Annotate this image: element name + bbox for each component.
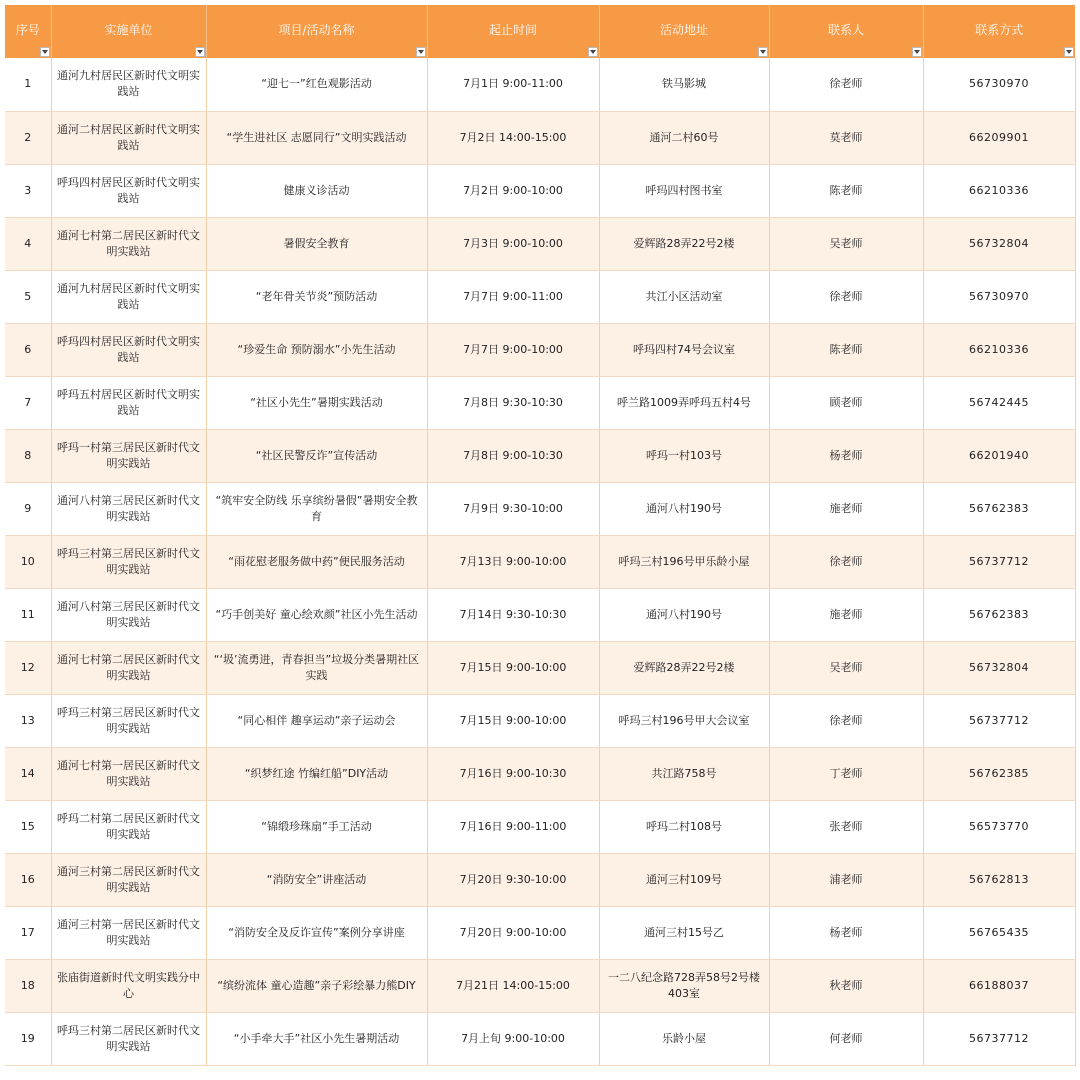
table-row <box>5 641 1075 694</box>
cell-project[interactable]: “巧手创美好 童心绘欢颜”社区小先生活动 <box>206 588 427 641</box>
cell-index[interactable]: 13 <box>5 694 51 747</box>
cell-project[interactable]: “珍爱生命 预防溺水”小先生活动 <box>206 323 427 376</box>
header-label: 联系方式 <box>975 23 1024 37</box>
cell-project[interactable]: “织梦红途 竹编红船”DIY活动 <box>206 747 427 800</box>
table-row <box>5 111 1075 164</box>
header-label: 活动地址 <box>659 23 708 37</box>
table-row <box>5 376 1075 429</box>
filter-dropdown-icon[interactable] <box>416 47 426 57</box>
cell-time[interactable]: 7月2日 9:00-10:00 <box>427 164 599 217</box>
col-header-unit <box>51 5 206 58</box>
cell-unit[interactable]: 通河九村居民区新时代文明实践站 <box>51 270 206 323</box>
cell-time[interactable]: 7月13日 9:00-10:00 <box>427 535 599 588</box>
cell-index[interactable]: 11 <box>5 588 51 641</box>
cell-project[interactable]: “消防安全”讲座活动 <box>206 853 427 906</box>
table-row <box>5 1012 1075 1065</box>
cell-unit[interactable]: 通河八村第三居民区新时代文明实践站 <box>51 588 206 641</box>
cell-time[interactable]: 7月7日 9:00-11:00 <box>427 270 599 323</box>
table-row <box>5 694 1075 747</box>
cell-contact[interactable]: 杨老师 <box>769 906 923 959</box>
cell-phone[interactable]: 66210336 <box>923 164 1075 217</box>
cell-unit[interactable]: 通河七村第一居民区新时代文明实践站 <box>51 747 206 800</box>
table-row <box>5 323 1075 376</box>
cell-phone[interactable]: 56737712 <box>923 535 1075 588</box>
cell-project[interactable]: “‘圾’流勇进，青春担当”垃圾分类暑期社区实践 <box>206 641 427 694</box>
cell-index[interactable]: 7 <box>5 376 51 429</box>
cell-index[interactable]: 14 <box>5 747 51 800</box>
cell-index[interactable]: 5 <box>5 270 51 323</box>
cell-contact[interactable]: 莫老师 <box>769 111 923 164</box>
cell-project[interactable]: “缤纷流体 童心造趣”亲子彩绘暴力熊DIY <box>206 959 427 1012</box>
filter-dropdown-icon[interactable] <box>195 47 205 57</box>
cell-project[interactable]: “社区民警反诈”宣传活动 <box>206 429 427 482</box>
cell-contact[interactable]: 徐老师 <box>769 535 923 588</box>
cell-index[interactable]: 6 <box>5 323 51 376</box>
cell-phone[interactable]: 56573770 <box>923 800 1075 853</box>
cell-project[interactable]: “社区小先生”暑期实践活动 <box>206 376 427 429</box>
table-row <box>5 906 1075 959</box>
cell-address[interactable]: 爱辉路28弄22号2楼 <box>599 217 769 270</box>
header-label: 实施单位 <box>104 23 153 37</box>
table-row <box>5 747 1075 800</box>
cell-address[interactable]: 呼玛二村108号 <box>599 800 769 853</box>
cell-unit[interactable]: 通河三村第一居民区新时代文明实践站 <box>51 906 206 959</box>
cell-index[interactable]: 16 <box>5 853 51 906</box>
cell-address[interactable]: 通河二村60号 <box>599 111 769 164</box>
cell-index[interactable]: 9 <box>5 482 51 535</box>
header-label: 序号 <box>15 23 40 37</box>
cell-unit[interactable]: 呼玛五村居民区新时代文明实践站 <box>51 376 206 429</box>
filter-dropdown-icon[interactable] <box>912 47 922 57</box>
cell-unit[interactable]: 通河二村居民区新时代文明实践站 <box>51 111 206 164</box>
table-row <box>5 959 1075 1012</box>
cell-index[interactable]: 18 <box>5 959 51 1012</box>
cell-project[interactable]: “锦缎珍珠扇”手工活动 <box>206 800 427 853</box>
table-row <box>5 217 1075 270</box>
cell-phone[interactable]: 56742445 <box>923 376 1075 429</box>
cell-address[interactable]: 呼玛四村74号会议室 <box>599 323 769 376</box>
cell-time[interactable]: 7月20日 9:30-10:00 <box>427 853 599 906</box>
cell-time[interactable]: 7月上旬 9:00-10:00 <box>427 1012 599 1065</box>
cell-contact[interactable]: 秋老师 <box>769 959 923 1012</box>
cell-address[interactable]: 呼玛四村图书室 <box>599 164 769 217</box>
col-header-project <box>206 5 427 58</box>
cell-address[interactable]: 呼玛三村196号甲乐龄小屋 <box>599 535 769 588</box>
header-label: 项目/活动名称 <box>278 23 355 37</box>
cell-unit[interactable]: 呼玛一村第三居民区新时代文明实践站 <box>51 429 206 482</box>
cell-unit[interactable]: 通河七村第二居民区新时代文明实践站 <box>51 217 206 270</box>
table-row <box>5 58 1075 111</box>
cell-time[interactable]: 7月8日 9:00-10:30 <box>427 429 599 482</box>
cell-contact[interactable]: 杨老师 <box>769 429 923 482</box>
cell-contact[interactable]: 吴老师 <box>769 217 923 270</box>
cell-phone[interactable]: 56762383 <box>923 588 1075 641</box>
cell-index[interactable]: 1 <box>5 58 51 111</box>
cell-index[interactable]: 4 <box>5 217 51 270</box>
cell-phone[interactable]: 56762385 <box>923 747 1075 800</box>
cell-address[interactable]: 共江路758号 <box>599 747 769 800</box>
cell-project[interactable]: 暑假安全教育 <box>206 217 427 270</box>
cell-unit[interactable]: 通河三村第二居民区新时代文明实践站 <box>51 853 206 906</box>
cell-unit[interactable]: 通河九村居民区新时代文明实践站 <box>51 58 206 111</box>
filter-dropdown-icon[interactable] <box>588 47 598 57</box>
cell-time[interactable]: 7月16日 9:00-10:30 <box>427 747 599 800</box>
cell-phone[interactable]: 56762383 <box>923 482 1075 535</box>
cell-contact[interactable]: 施老师 <box>769 588 923 641</box>
col-header-phone <box>923 5 1075 58</box>
cell-address[interactable]: 铁马影城 <box>599 58 769 111</box>
cell-phone[interactable]: 56762813 <box>923 853 1075 906</box>
filter-dropdown-icon[interactable] <box>758 47 768 57</box>
cell-contact[interactable]: 丁老师 <box>769 747 923 800</box>
cell-address[interactable]: 共江小区活动室 <box>599 270 769 323</box>
col-header-index <box>5 5 51 58</box>
table-row <box>5 164 1075 217</box>
cell-contact[interactable]: 陈老师 <box>769 323 923 376</box>
cell-address[interactable]: 通河八村190号 <box>599 482 769 535</box>
cell-time[interactable]: 7月16日 9:00-11:00 <box>427 800 599 853</box>
header-label: 联系人 <box>827 23 864 37</box>
cell-phone[interactable]: 56737712 <box>923 1012 1075 1065</box>
cell-address[interactable]: 一二八纪念路728弄58号2号楼403室 <box>599 959 769 1012</box>
cell-phone[interactable]: 56730970 <box>923 58 1075 111</box>
cell-project[interactable]: 健康义诊活动 <box>206 164 427 217</box>
cell-time[interactable]: 7月9日 9:30-10:00 <box>427 482 599 535</box>
cell-project[interactable]: “小手牵大手”社区小先生暑期活动 <box>206 1012 427 1065</box>
cell-unit[interactable]: 通河七村第二居民区新时代文明实践站 <box>51 641 206 694</box>
cell-address[interactable]: 呼玛三村196号甲大会议室 <box>599 694 769 747</box>
cell-index[interactable]: 8 <box>5 429 51 482</box>
cell-address[interactable]: 爱辉路28弄22号2楼 <box>599 641 769 694</box>
cell-index[interactable]: 15 <box>5 800 51 853</box>
cell-time[interactable]: 7月21日 14:00-15:00 <box>427 959 599 1012</box>
cell-phone[interactable]: 56765435 <box>923 906 1075 959</box>
cell-index[interactable]: 3 <box>5 164 51 217</box>
cell-phone[interactable]: 56732804 <box>923 641 1075 694</box>
table-body <box>5 58 1075 1065</box>
cell-project[interactable]: “老年骨关节炎”预防活动 <box>206 270 427 323</box>
cell-time[interactable]: 7月14日 9:30-10:30 <box>427 588 599 641</box>
cell-index[interactable]: 17 <box>5 906 51 959</box>
cell-address[interactable]: 乐龄小屋 <box>599 1012 769 1065</box>
col-header-contact <box>769 5 923 58</box>
cell-project[interactable]: “学生进社区 志愿同行”文明实践活动 <box>206 111 427 164</box>
cell-contact[interactable]: 徐老师 <box>769 694 923 747</box>
cell-time[interactable]: 7月8日 9:30-10:30 <box>427 376 599 429</box>
cell-time[interactable]: 7月7日 9:00-10:00 <box>427 323 599 376</box>
filter-dropdown-icon[interactable] <box>1064 47 1074 57</box>
cell-contact[interactable]: 张老师 <box>769 800 923 853</box>
cell-address[interactable]: 呼兰路1009弄呼玛五村4号 <box>599 376 769 429</box>
cell-contact[interactable]: 浦老师 <box>769 853 923 906</box>
cell-phone[interactable]: 56730970 <box>923 270 1075 323</box>
cell-contact[interactable]: 徐老师 <box>769 270 923 323</box>
table-row <box>5 800 1075 853</box>
table-row <box>5 429 1075 482</box>
cell-unit[interactable]: 呼玛三村第二居民区新时代文明实践站 <box>51 1012 206 1065</box>
cell-project[interactable]: “消防安全及反诈宣传”案例分享讲座 <box>206 906 427 959</box>
cell-time[interactable]: 7月3日 9:00-10:00 <box>427 217 599 270</box>
cell-index[interactable]: 19 <box>5 1012 51 1065</box>
cell-unit[interactable]: 呼玛四村居民区新时代文明实践站 <box>51 164 206 217</box>
cell-unit[interactable]: 张庙街道新时代文明实践分中心 <box>51 959 206 1012</box>
table-row <box>5 853 1075 906</box>
table-row <box>5 535 1075 588</box>
cell-time[interactable]: 7月15日 9:00-10:00 <box>427 641 599 694</box>
cell-contact[interactable]: 顾老师 <box>769 376 923 429</box>
cell-time[interactable]: 7月2日 14:00-15:00 <box>427 111 599 164</box>
table-row <box>5 270 1075 323</box>
cell-address[interactable]: 呼玛一村103号 <box>599 429 769 482</box>
header-label: 起止时间 <box>488 23 537 37</box>
cell-contact[interactable]: 何老师 <box>769 1012 923 1065</box>
cell-unit[interactable]: 呼玛二村第二居民区新时代文明实践站 <box>51 800 206 853</box>
cell-contact[interactable]: 陈老师 <box>769 164 923 217</box>
cell-time[interactable]: 7月15日 9:00-10:00 <box>427 694 599 747</box>
table-row <box>5 588 1075 641</box>
cell-project[interactable]: “同心相伴 趣享运动”亲子运动会 <box>206 694 427 747</box>
spreadsheet <box>5 5 1075 1066</box>
col-header-time <box>427 5 599 58</box>
cell-unit[interactable]: 呼玛四村居民区新时代文明实践站 <box>51 323 206 376</box>
cell-address[interactable]: 通河三村15号乙 <box>599 906 769 959</box>
col-header-address <box>599 5 769 58</box>
cell-unit[interactable]: 呼玛三村第三居民区新时代文明实践站 <box>51 694 206 747</box>
cell-phone[interactable]: 56732804 <box>923 217 1075 270</box>
cell-index[interactable]: 10 <box>5 535 51 588</box>
cell-index[interactable]: 12 <box>5 641 51 694</box>
cell-address[interactable]: 通河三村109号 <box>599 853 769 906</box>
cell-contact[interactable]: 徐老师 <box>769 58 923 111</box>
cell-unit[interactable]: 通河八村第三居民区新时代文明实践站 <box>51 482 206 535</box>
cell-phone[interactable]: 66209901 <box>923 111 1075 164</box>
cell-time[interactable]: 7月20日 9:00-10:00 <box>427 906 599 959</box>
header-row <box>5 5 1075 58</box>
table-row <box>5 482 1075 535</box>
cell-contact[interactable]: 吴老师 <box>769 641 923 694</box>
cell-contact[interactable]: 施老师 <box>769 482 923 535</box>
cell-project[interactable]: “迎七一”红色观影活动 <box>206 58 427 111</box>
cell-phone[interactable]: 66188037 <box>923 959 1075 1012</box>
cell-index[interactable]: 2 <box>5 111 51 164</box>
cell-project[interactable]: “筑牢安全防线 乐享缤纷暑假”暑期安全教育 <box>206 482 427 535</box>
activity-table <box>5 5 1076 1066</box>
cell-time[interactable]: 7月1日 9:00-11:00 <box>427 58 599 111</box>
cell-address[interactable]: 通河八村190号 <box>599 588 769 641</box>
cell-phone[interactable]: 66210336 <box>923 323 1075 376</box>
cell-phone[interactable]: 66201940 <box>923 429 1075 482</box>
cell-unit[interactable]: 呼玛三村第三居民区新时代文明实践站 <box>51 535 206 588</box>
filter-dropdown-icon[interactable] <box>40 47 50 57</box>
cell-phone[interactable]: 56737712 <box>923 694 1075 747</box>
cell-project[interactable]: “雨花慰老服务做中药”便民服务活动 <box>206 535 427 588</box>
